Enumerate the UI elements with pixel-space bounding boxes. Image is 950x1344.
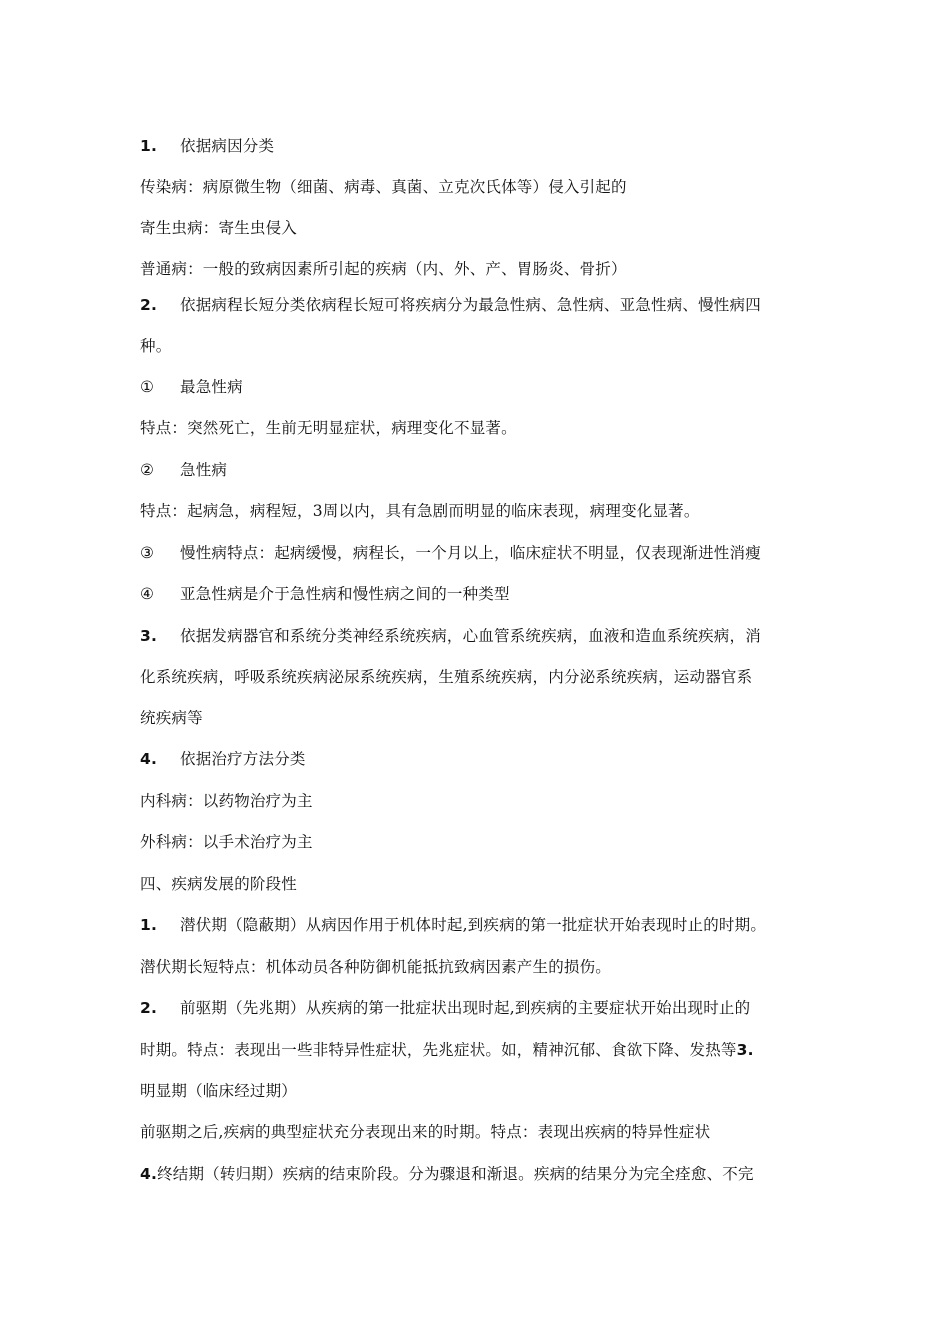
heading-text: 依据病程长短分类依病程长短可将疾病分为最急性病、急性病、亚急性病、慢性病四 [180, 296, 761, 314]
list-item-circled-3 [140, 543, 761, 563]
list-item-text: 急性病 [180, 461, 228, 479]
item-number: 1. [140, 916, 158, 934]
list-item-text: 亚急性病是介于急性病和慢性病之间的一种类型 [180, 585, 510, 603]
stage-heading-4 [140, 1164, 754, 1184]
section-heading-4 [140, 749, 306, 769]
heading-text: 依据发病器官和系统分类神经系统疾病，心血管系统疾病，血液和造血系统疾病，消 [180, 627, 761, 645]
section-heading-1 [140, 136, 274, 156]
heading-text: 潜伏期（隐蔽期）从病因作用于机体时起,到疾病的第一批症状开始表现时止的时期。 [180, 916, 767, 934]
stage-heading-2 [140, 998, 750, 1018]
item-number: 4. [140, 1165, 158, 1183]
paragraph-line: 内科病：以药物治疗为主 [140, 792, 313, 810]
chapter-heading: 四、疾病发展的阶段性 [140, 875, 298, 893]
list-item-circled-2 [140, 460, 227, 480]
line-text: 时期。特点：表现出一些非特异性症状，先兆症状。如，精神沉郁、食欲下降、发热等 [140, 1041, 737, 1059]
paragraph-line: 寄生虫病：寄生虫侵入 [140, 219, 298, 237]
stage-heading-1 [140, 915, 766, 935]
section-heading-2 [140, 295, 761, 315]
paragraph-line: 潜伏期长短特点：机体动员各种防御机能抵抗致病因素产生的损伤。 [140, 958, 612, 976]
item-number: 2. [140, 999, 158, 1017]
section-heading-3 [140, 626, 761, 646]
paragraph-line: 特点：突然死亡，生前无明显症状，病理变化不显著。 [140, 419, 517, 437]
paragraph-line: 外科病：以手术治疗为主 [140, 833, 313, 851]
paragraph-line: 种。 [140, 337, 172, 355]
circled-number: ③ [140, 544, 155, 562]
heading-text: 依据病因分类 [180, 137, 275, 155]
paragraph-line: 特点：起病急，病程短，3周以内，具有急剧而明显的临床表现，病理变化显著。 [140, 502, 700, 520]
circled-number: ② [140, 461, 155, 479]
paragraph-line: 统疾病等 [140, 709, 203, 727]
item-number: 3. [140, 627, 158, 645]
paragraph-line: 化系统疾病，呼吸系统疾病泌尿系统疾病，生殖系统疾病，内分泌系统疾病，运动器官系 [140, 668, 753, 686]
paragraph-line: 传染病：病原微生物（细菌、病毒、真菌、立克次氏体等）侵入引起的 [140, 178, 627, 196]
heading-text: 前驱期（先兆期）从疾病的第一批症状出现时起,到疾病的主要症状开始出现时止的 [180, 999, 751, 1017]
item-number: 4. [140, 750, 158, 768]
heading-text: 依据治疗方法分类 [180, 750, 306, 768]
list-item-text: 最急性病 [180, 378, 243, 396]
paragraph-line: 前驱期之后,疾病的典型症状充分表现出来的时期。特点：表现出疾病的特异性症状 [140, 1123, 711, 1141]
item-number: 1. [140, 137, 158, 155]
item-number: 2. [140, 296, 158, 314]
heading-text: 终结期（转归期）疾病的结束阶段。分为骤退和渐退。疾病的结果分为完全痊愈、不完 [157, 1165, 754, 1183]
list-item-text: 慢性病特点：起病缓慢，病程长，一个月以上，临床症状不明显，仅表现渐进性消瘦 [180, 544, 761, 562]
list-item-circled-1 [140, 377, 243, 397]
circled-number: ① [140, 378, 155, 396]
stage-heading-3: 明显期（临床经过期） [140, 1082, 298, 1100]
list-item-circled-4 [140, 584, 510, 604]
circled-number: ④ [140, 585, 155, 603]
paragraph-line [140, 1040, 754, 1060]
paragraph-line: 普通病：一般的致病因素所引起的疾病（内、外、产、胃肠炎、骨折） [140, 260, 627, 278]
item-number: 3. [736, 1041, 754, 1059]
